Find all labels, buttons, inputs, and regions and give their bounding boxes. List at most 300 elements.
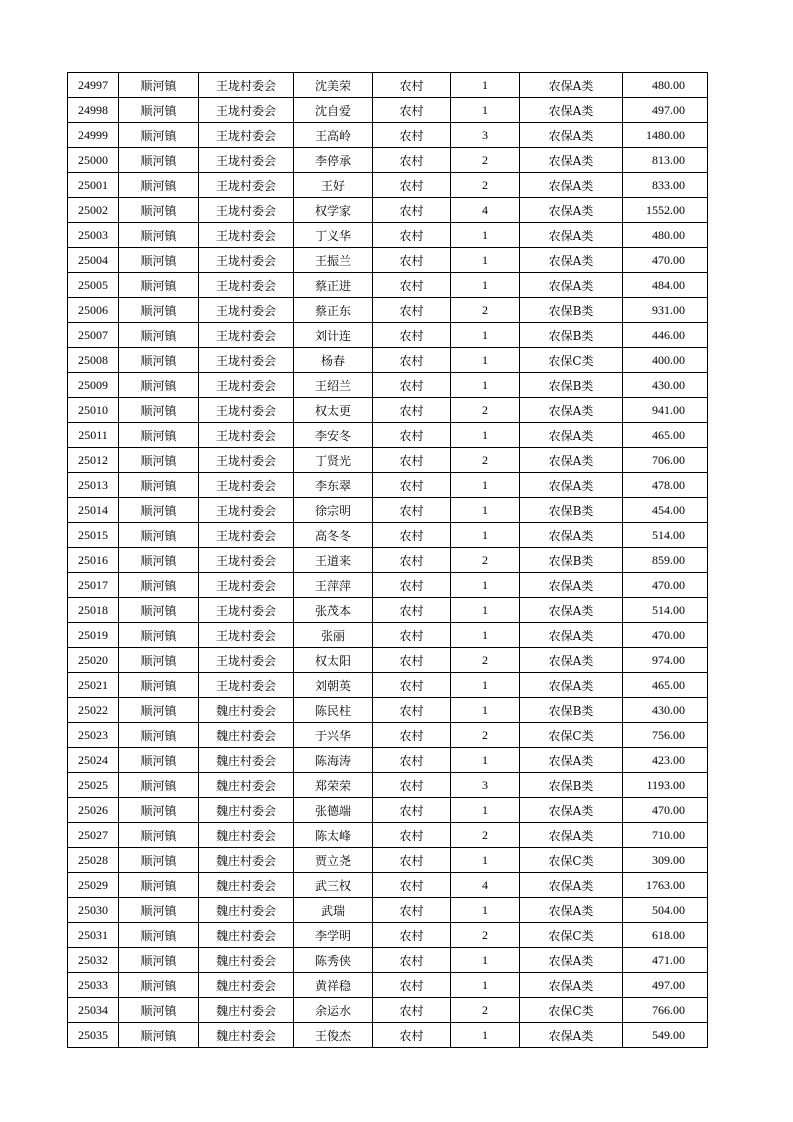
- insurance-category-cell: 农保C类: [520, 723, 623, 748]
- name-cell: 李学明: [294, 923, 373, 948]
- serial-number-cell: 25035: [68, 1023, 119, 1048]
- village-committee-cell: 王垅村委会: [199, 448, 294, 473]
- household-type-cell: 农村: [373, 923, 451, 948]
- household-type-cell: 农村: [373, 723, 451, 748]
- household-type-cell: 农村: [373, 648, 451, 673]
- insurance-category-cell: 农保A类: [520, 473, 623, 498]
- household-type-cell: 农村: [373, 223, 451, 248]
- table-row: [68, 73, 708, 98]
- household-type-cell: 农村: [373, 698, 451, 723]
- serial-number-cell: 25024: [68, 748, 119, 773]
- serial-number-cell: 25030: [68, 898, 119, 923]
- family-size-cell: 1: [451, 498, 520, 523]
- serial-number-cell: 25008: [68, 348, 119, 373]
- name-cell: 丁义华: [294, 223, 373, 248]
- table-row: [68, 873, 708, 898]
- insurance-category-cell: 农保A类: [520, 898, 623, 923]
- household-type-cell: 农村: [373, 323, 451, 348]
- name-cell: 丁贤光: [294, 448, 373, 473]
- insurance-category-cell: 农保A类: [520, 748, 623, 773]
- insurance-category-cell: 农保B类: [520, 373, 623, 398]
- amount-cell: 497.00: [623, 973, 708, 998]
- household-type-cell: 农村: [373, 348, 451, 373]
- village-committee-cell: 王垅村委会: [199, 173, 294, 198]
- insurance-category-cell: 农保A类: [520, 798, 623, 823]
- table-row: [68, 273, 708, 298]
- township-cell: 顺河镇: [119, 298, 199, 323]
- family-size-cell: 1: [451, 698, 520, 723]
- family-size-cell: 1: [451, 973, 520, 998]
- amount-cell: 974.00: [623, 648, 708, 673]
- name-cell: 权学家: [294, 198, 373, 223]
- village-committee-cell: 王垅村委会: [199, 248, 294, 273]
- insurance-category-cell: 农保A类: [520, 398, 623, 423]
- serial-number-cell: 25014: [68, 498, 119, 523]
- amount-cell: 931.00: [623, 298, 708, 323]
- serial-number-cell: 25020: [68, 648, 119, 673]
- household-type-cell: 农村: [373, 948, 451, 973]
- village-committee-cell: 魏庄村委会: [199, 873, 294, 898]
- household-type-cell: 农村: [373, 623, 451, 648]
- serial-number-cell: 25028: [68, 848, 119, 873]
- serial-number-cell: 25016: [68, 548, 119, 573]
- name-cell: 陈太峰: [294, 823, 373, 848]
- family-size-cell: 1: [451, 348, 520, 373]
- name-cell: 王高岭: [294, 123, 373, 148]
- family-size-cell: 2: [451, 173, 520, 198]
- village-committee-cell: 魏庄村委会: [199, 898, 294, 923]
- amount-cell: 618.00: [623, 923, 708, 948]
- amount-cell: 470.00: [623, 623, 708, 648]
- table-row: [68, 148, 708, 173]
- family-size-cell: 1: [451, 523, 520, 548]
- insurance-category-cell: 农保A类: [520, 273, 623, 298]
- household-type-cell: 农村: [373, 973, 451, 998]
- family-size-cell: 1: [451, 1023, 520, 1048]
- township-cell: 顺河镇: [119, 273, 199, 298]
- insurance-category-cell: 农保A类: [520, 448, 623, 473]
- village-committee-cell: 王垅村委会: [199, 423, 294, 448]
- village-committee-cell: 王垅村委会: [199, 648, 294, 673]
- household-type-cell: 农村: [373, 273, 451, 298]
- insurance-category-cell: 农保C类: [520, 998, 623, 1023]
- amount-cell: 941.00: [623, 398, 708, 423]
- household-type-cell: 农村: [373, 773, 451, 798]
- name-cell: 高冬冬: [294, 523, 373, 548]
- amount-cell: 756.00: [623, 723, 708, 748]
- village-committee-cell: 魏庄村委会: [199, 948, 294, 973]
- family-size-cell: 3: [451, 773, 520, 798]
- serial-number-cell: 25010: [68, 398, 119, 423]
- amount-cell: 465.00: [623, 673, 708, 698]
- name-cell: 王道来: [294, 548, 373, 573]
- serial-number-cell: 25031: [68, 923, 119, 948]
- family-size-cell: 1: [451, 673, 520, 698]
- township-cell: 顺河镇: [119, 848, 199, 873]
- family-size-cell: 2: [451, 148, 520, 173]
- insurance-category-cell: 农保B类: [520, 323, 623, 348]
- serial-number-cell: 25018: [68, 598, 119, 623]
- amount-cell: 454.00: [623, 498, 708, 523]
- table-row: [68, 248, 708, 273]
- family-size-cell: 1: [451, 898, 520, 923]
- table-row: [68, 498, 708, 523]
- name-cell: 王俊杰: [294, 1023, 373, 1048]
- family-size-cell: 3: [451, 123, 520, 148]
- village-committee-cell: 王垅村委会: [199, 598, 294, 623]
- township-cell: 顺河镇: [119, 823, 199, 848]
- family-size-cell: 1: [451, 798, 520, 823]
- township-cell: 顺河镇: [119, 898, 199, 923]
- insurance-category-cell: 农保A类: [520, 173, 623, 198]
- family-size-cell: 1: [451, 573, 520, 598]
- serial-number-cell: 24997: [68, 73, 119, 98]
- family-size-cell: 1: [451, 248, 520, 273]
- family-size-cell: 4: [451, 198, 520, 223]
- name-cell: 沈美荣: [294, 73, 373, 98]
- village-committee-cell: 王垅村委会: [199, 623, 294, 648]
- amount-cell: 480.00: [623, 73, 708, 98]
- table-row: [68, 848, 708, 873]
- village-committee-cell: 魏庄村委会: [199, 698, 294, 723]
- serial-number-cell: 25032: [68, 948, 119, 973]
- township-cell: 顺河镇: [119, 398, 199, 423]
- family-size-cell: 4: [451, 873, 520, 898]
- amount-cell: 766.00: [623, 998, 708, 1023]
- township-cell: 顺河镇: [119, 923, 199, 948]
- village-committee-cell: 王垅村委会: [199, 298, 294, 323]
- township-cell: 顺河镇: [119, 698, 199, 723]
- table-row: [68, 298, 708, 323]
- insurance-category-cell: 农保A类: [520, 973, 623, 998]
- village-committee-cell: 王垅村委会: [199, 323, 294, 348]
- amount-cell: 514.00: [623, 523, 708, 548]
- insurance-category-cell: 农保A类: [520, 873, 623, 898]
- village-committee-cell: 王垅村委会: [199, 548, 294, 573]
- family-size-cell: 2: [451, 723, 520, 748]
- name-cell: 郑荣荣: [294, 773, 373, 798]
- table-row: [68, 448, 708, 473]
- insurance-category-cell: 农保A类: [520, 948, 623, 973]
- village-committee-cell: 王垅村委会: [199, 673, 294, 698]
- township-cell: 顺河镇: [119, 248, 199, 273]
- table-row: [68, 348, 708, 373]
- family-size-cell: 1: [451, 848, 520, 873]
- insurance-category-cell: 农保B类: [520, 298, 623, 323]
- village-committee-cell: 王垅村委会: [199, 73, 294, 98]
- table-row: [68, 673, 708, 698]
- family-size-cell: 2: [451, 298, 520, 323]
- family-size-cell: 2: [451, 448, 520, 473]
- household-type-cell: 农村: [373, 573, 451, 598]
- amount-cell: 706.00: [623, 448, 708, 473]
- insurance-category-cell: 农保B类: [520, 698, 623, 723]
- table-row: [68, 948, 708, 973]
- serial-number-cell: 25026: [68, 798, 119, 823]
- township-cell: 顺河镇: [119, 373, 199, 398]
- township-cell: 顺河镇: [119, 73, 199, 98]
- township-cell: 顺河镇: [119, 323, 199, 348]
- amount-cell: 478.00: [623, 473, 708, 498]
- household-type-cell: 农村: [373, 798, 451, 823]
- serial-number-cell: 25007: [68, 323, 119, 348]
- family-size-cell: 1: [451, 598, 520, 623]
- family-size-cell: 1: [451, 748, 520, 773]
- amount-cell: 400.00: [623, 348, 708, 373]
- household-type-cell: 农村: [373, 748, 451, 773]
- name-cell: 李停承: [294, 148, 373, 173]
- serial-number-cell: 25017: [68, 573, 119, 598]
- household-type-cell: 农村: [373, 73, 451, 98]
- table-row: [68, 923, 708, 948]
- table-row: [68, 898, 708, 923]
- serial-number-cell: 24999: [68, 123, 119, 148]
- table-row: [68, 223, 708, 248]
- village-committee-cell: 王垅村委会: [199, 373, 294, 398]
- amount-cell: 471.00: [623, 948, 708, 973]
- amount-cell: 1193.00: [623, 773, 708, 798]
- amount-cell: 470.00: [623, 573, 708, 598]
- village-committee-cell: 魏庄村委会: [199, 773, 294, 798]
- family-size-cell: 2: [451, 823, 520, 848]
- township-cell: 顺河镇: [119, 223, 199, 248]
- serial-number-cell: 25004: [68, 248, 119, 273]
- household-type-cell: 农村: [373, 998, 451, 1023]
- amount-cell: 813.00: [623, 148, 708, 173]
- serial-number-cell: 24998: [68, 98, 119, 123]
- household-type-cell: 农村: [373, 873, 451, 898]
- relief-roster-table: [67, 72, 708, 1048]
- village-committee-cell: 王垅村委会: [199, 398, 294, 423]
- insurance-category-cell: 农保A类: [520, 73, 623, 98]
- household-type-cell: 农村: [373, 598, 451, 623]
- amount-cell: 423.00: [623, 748, 708, 773]
- household-type-cell: 农村: [373, 823, 451, 848]
- insurance-category-cell: 农保C类: [520, 348, 623, 373]
- table-row: [68, 698, 708, 723]
- township-cell: 顺河镇: [119, 673, 199, 698]
- township-cell: 顺河镇: [119, 98, 199, 123]
- table-row: [68, 123, 708, 148]
- name-cell: 刘计连: [294, 323, 373, 348]
- household-type-cell: 农村: [373, 123, 451, 148]
- family-size-cell: 2: [451, 923, 520, 948]
- table-row: [68, 173, 708, 198]
- insurance-category-cell: 农保A类: [520, 648, 623, 673]
- township-cell: 顺河镇: [119, 723, 199, 748]
- serial-number-cell: 25012: [68, 448, 119, 473]
- family-size-cell: 1: [451, 223, 520, 248]
- name-cell: 陈民柱: [294, 698, 373, 723]
- amount-cell: 484.00: [623, 273, 708, 298]
- amount-cell: 480.00: [623, 223, 708, 248]
- township-cell: 顺河镇: [119, 573, 199, 598]
- household-type-cell: 农村: [373, 1023, 451, 1048]
- village-committee-cell: 魏庄村委会: [199, 998, 294, 1023]
- household-type-cell: 农村: [373, 373, 451, 398]
- serial-number-cell: 25001: [68, 173, 119, 198]
- township-cell: 顺河镇: [119, 798, 199, 823]
- insurance-category-cell: 农保A类: [520, 423, 623, 448]
- household-type-cell: 农村: [373, 473, 451, 498]
- insurance-category-cell: 农保B类: [520, 548, 623, 573]
- serial-number-cell: 25025: [68, 773, 119, 798]
- table-row: [68, 1023, 708, 1048]
- insurance-category-cell: 农保A类: [520, 1023, 623, 1048]
- insurance-category-cell: 农保A类: [520, 823, 623, 848]
- serial-number-cell: 25021: [68, 673, 119, 698]
- table-row: [68, 623, 708, 648]
- township-cell: 顺河镇: [119, 998, 199, 1023]
- serial-number-cell: 25023: [68, 723, 119, 748]
- name-cell: 王振兰: [294, 248, 373, 273]
- village-committee-cell: 王垅村委会: [199, 123, 294, 148]
- name-cell: 蔡正东: [294, 298, 373, 323]
- amount-cell: 1763.00: [623, 873, 708, 898]
- amount-cell: 514.00: [623, 598, 708, 623]
- village-committee-cell: 王垅村委会: [199, 198, 294, 223]
- table-row: [68, 773, 708, 798]
- name-cell: 王萍萍: [294, 573, 373, 598]
- amount-cell: 470.00: [623, 798, 708, 823]
- village-committee-cell: 王垅村委会: [199, 273, 294, 298]
- name-cell: 李安冬: [294, 423, 373, 448]
- table-row: [68, 523, 708, 548]
- serial-number-cell: 25003: [68, 223, 119, 248]
- village-committee-cell: 魏庄村委会: [199, 923, 294, 948]
- township-cell: 顺河镇: [119, 448, 199, 473]
- serial-number-cell: 25027: [68, 823, 119, 848]
- serial-number-cell: 25006: [68, 298, 119, 323]
- name-cell: 李东翠: [294, 473, 373, 498]
- table-row: [68, 398, 708, 423]
- name-cell: 陈海涛: [294, 748, 373, 773]
- name-cell: 于兴华: [294, 723, 373, 748]
- insurance-category-cell: 农保A类: [520, 598, 623, 623]
- household-type-cell: 农村: [373, 898, 451, 923]
- township-cell: 顺河镇: [119, 873, 199, 898]
- amount-cell: 430.00: [623, 373, 708, 398]
- township-cell: 顺河镇: [119, 523, 199, 548]
- name-cell: 刘朝英: [294, 673, 373, 698]
- serial-number-cell: 25009: [68, 373, 119, 398]
- township-cell: 顺河镇: [119, 648, 199, 673]
- table-row: [68, 323, 708, 348]
- name-cell: 余运水: [294, 998, 373, 1023]
- household-type-cell: 农村: [373, 498, 451, 523]
- village-committee-cell: 魏庄村委会: [199, 823, 294, 848]
- family-size-cell: 1: [451, 73, 520, 98]
- name-cell: 杨春: [294, 348, 373, 373]
- table-row: [68, 573, 708, 598]
- insurance-category-cell: 农保A类: [520, 198, 623, 223]
- name-cell: 张茂本: [294, 598, 373, 623]
- township-cell: 顺河镇: [119, 973, 199, 998]
- household-type-cell: 农村: [373, 98, 451, 123]
- table-row: [68, 748, 708, 773]
- serial-number-cell: 25015: [68, 523, 119, 548]
- name-cell: 武瑞: [294, 898, 373, 923]
- household-type-cell: 农村: [373, 673, 451, 698]
- insurance-category-cell: 农保A类: [520, 523, 623, 548]
- name-cell: 陈秀侠: [294, 948, 373, 973]
- household-type-cell: 农村: [373, 448, 451, 473]
- household-type-cell: 农村: [373, 173, 451, 198]
- township-cell: 顺河镇: [119, 173, 199, 198]
- table-row: [68, 998, 708, 1023]
- amount-cell: 1552.00: [623, 198, 708, 223]
- table-row: [68, 198, 708, 223]
- name-cell: 王绍兰: [294, 373, 373, 398]
- table-row: [68, 548, 708, 573]
- family-size-cell: 1: [451, 273, 520, 298]
- serial-number-cell: 25033: [68, 973, 119, 998]
- family-size-cell: 2: [451, 648, 520, 673]
- table-row: [68, 373, 708, 398]
- township-cell: 顺河镇: [119, 123, 199, 148]
- roster-body: [68, 73, 708, 1048]
- township-cell: 顺河镇: [119, 773, 199, 798]
- name-cell: 张丽: [294, 623, 373, 648]
- serial-number-cell: 25019: [68, 623, 119, 648]
- village-committee-cell: 魏庄村委会: [199, 748, 294, 773]
- village-committee-cell: 王垅村委会: [199, 348, 294, 373]
- village-committee-cell: 魏庄村委会: [199, 798, 294, 823]
- serial-number-cell: 25029: [68, 873, 119, 898]
- village-committee-cell: 王垅村委会: [199, 473, 294, 498]
- amount-cell: 710.00: [623, 823, 708, 848]
- village-committee-cell: 王垅村委会: [199, 498, 294, 523]
- name-cell: 沈自爱: [294, 98, 373, 123]
- village-committee-cell: 魏庄村委会: [199, 1023, 294, 1048]
- amount-cell: 859.00: [623, 548, 708, 573]
- family-size-cell: 1: [451, 373, 520, 398]
- township-cell: 顺河镇: [119, 623, 199, 648]
- table-row: [68, 973, 708, 998]
- insurance-category-cell: 农保A类: [520, 623, 623, 648]
- household-type-cell: 农村: [373, 298, 451, 323]
- township-cell: 顺河镇: [119, 1023, 199, 1048]
- table-row: [68, 823, 708, 848]
- amount-cell: 309.00: [623, 848, 708, 873]
- village-committee-cell: 魏庄村委会: [199, 723, 294, 748]
- family-size-cell: 2: [451, 998, 520, 1023]
- insurance-category-cell: 农保A类: [520, 223, 623, 248]
- table-row: [68, 723, 708, 748]
- family-size-cell: 2: [451, 548, 520, 573]
- serial-number-cell: 25022: [68, 698, 119, 723]
- village-committee-cell: 魏庄村委会: [199, 848, 294, 873]
- name-cell: 王好: [294, 173, 373, 198]
- insurance-category-cell: 农保C类: [520, 848, 623, 873]
- amount-cell: 504.00: [623, 898, 708, 923]
- household-type-cell: 农村: [373, 248, 451, 273]
- insurance-category-cell: 农保C类: [520, 923, 623, 948]
- table-row: [68, 648, 708, 673]
- amount-cell: 465.00: [623, 423, 708, 448]
- family-size-cell: 1: [451, 323, 520, 348]
- name-cell: 黄祥稳: [294, 973, 373, 998]
- township-cell: 顺河镇: [119, 423, 199, 448]
- household-type-cell: 农村: [373, 548, 451, 573]
- village-committee-cell: 魏庄村委会: [199, 973, 294, 998]
- amount-cell: 1480.00: [623, 123, 708, 148]
- amount-cell: 549.00: [623, 1023, 708, 1048]
- family-size-cell: 1: [451, 473, 520, 498]
- family-size-cell: 1: [451, 423, 520, 448]
- township-cell: 顺河镇: [119, 748, 199, 773]
- table-row: [68, 98, 708, 123]
